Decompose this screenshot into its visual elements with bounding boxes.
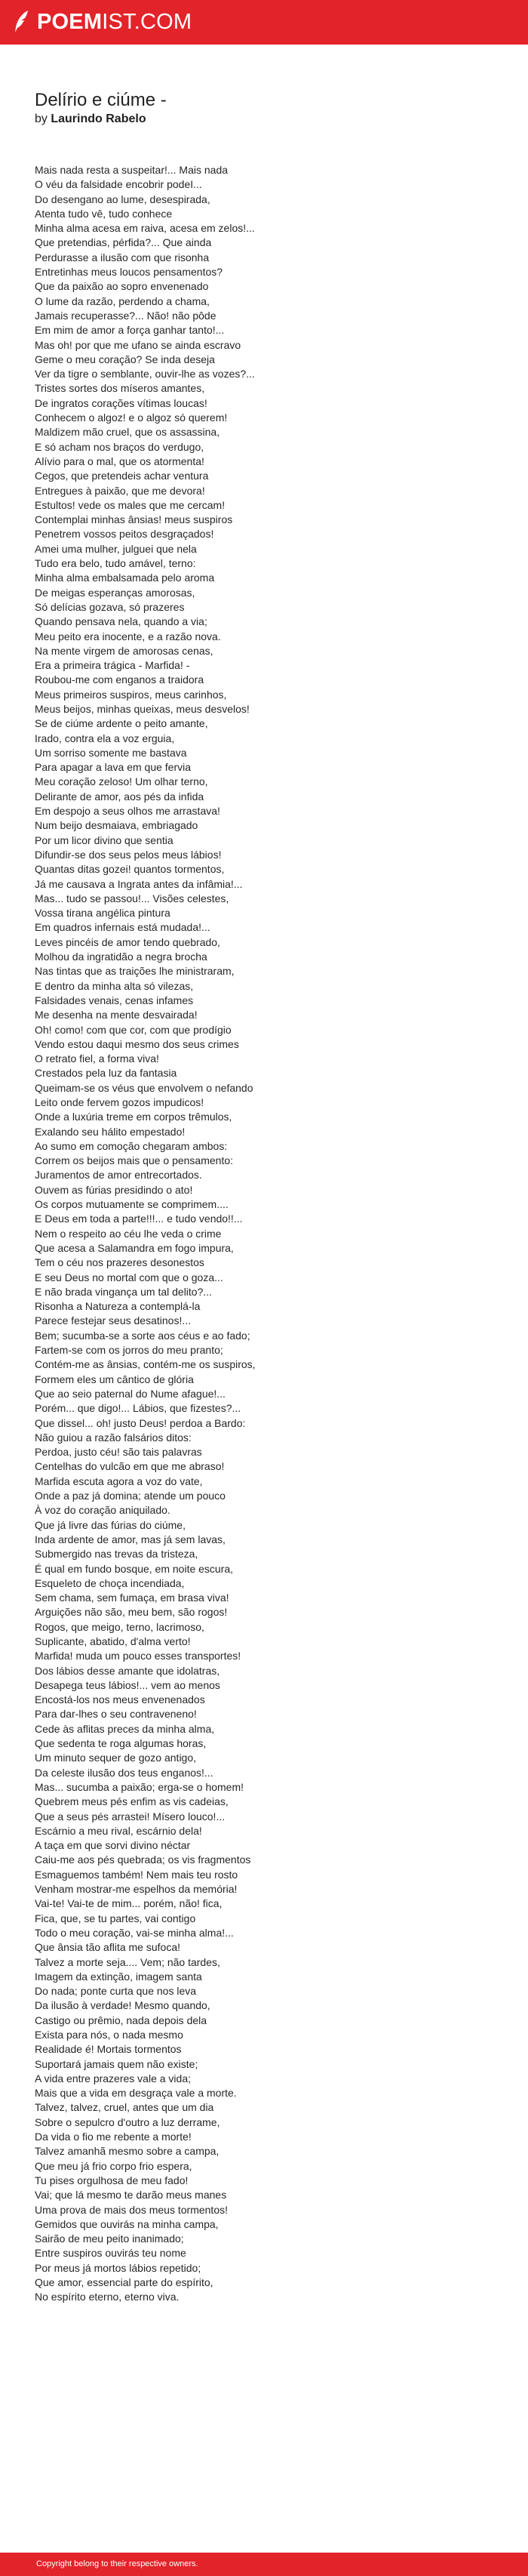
- poem-line: Do nada; ponte curta que nos leva: [35, 1985, 197, 1998]
- poem-line: Perdurasse a ilusão com que risonha: [35, 251, 210, 263]
- poem-line: Roubou-me com enganos a traidora: [35, 673, 204, 686]
- poem-line: Exista para nós, o nada mesmo: [35, 2029, 183, 2041]
- poem-line: Marfida escuta agora a voz do vate,: [35, 1474, 203, 1487]
- poem-line: Tu pises orgulhosa de meu fado!: [35, 2174, 189, 2186]
- poem-line: Mas oh! por que me ufano se ainda escravo: [35, 338, 241, 351]
- poem-line: À voz do coração aniquilado.: [35, 1504, 170, 1517]
- poem-line: Um minuto sequer de gozo antigo,: [35, 1752, 197, 1764]
- poem-line: Era a primeira trágica - Marfida! -: [35, 659, 190, 672]
- poem-line: Exalando seu hálito empestado!: [35, 1125, 186, 1138]
- poem-line: Bem; sucumba-se a sorte aos céus e ao fado;: [35, 1329, 250, 1342]
- poem-line: Por um licor divino que sentia: [35, 834, 173, 846]
- top-bar: [0, 0, 528, 45]
- poem-line: De meigas esperanças amorosas,: [35, 586, 195, 599]
- poem-line: Imagem da extinção, imagem santa: [35, 1970, 202, 1983]
- poem-line: Vossa tirana angélica pintura: [35, 907, 170, 920]
- poem-line: Difundir-se dos seus pelos meus lábios!: [35, 848, 222, 861]
- poem-line: Realidade é! Mortais tormentos: [35, 2043, 182, 2056]
- poem-line: Que ânsia tão aflita me sufoca!: [35, 1941, 180, 1954]
- poem-line: Que já livre das fúrias do ciúme,: [35, 1518, 186, 1531]
- poem-line: Talvez, talvez, cruel, antes que um dia: [35, 2101, 214, 2114]
- poem-line: Num beijo desmaiava, embriagado: [35, 819, 198, 832]
- poem-line: Alívio para o mal, que os atormenta!: [35, 454, 204, 467]
- poem-line: E seu Deus no mortal com que o goza...: [35, 1271, 223, 1283]
- poem-line: Minha alma embalsamada pelo aroma: [35, 572, 215, 584]
- poem-title: Delírio e ciúme -: [35, 90, 167, 110]
- poem-line: Formem eles um cântico de glória: [35, 1373, 194, 1385]
- poem-line: Venham mostrar-me espelhos da memória!: [35, 1883, 238, 1896]
- poem-line: Meus primeiros suspiros, meus carinhos,: [35, 688, 227, 701]
- poem-line: Que a seus pés arrastei! Mísero louco!...: [35, 1810, 226, 1823]
- poem-line: Geme o meu coração? Se inda deseja: [35, 353, 215, 365]
- poem-line: Minha alma acesa em raiva, acesa em zelos!...: [35, 222, 255, 235]
- poem-line: Maldizem mão cruel, que os assassina,: [35, 426, 220, 439]
- poem-line: Dos lábios desse amante que idolatras,: [35, 1664, 220, 1677]
- poem-line: Vai; que lá mesmo te darão meus manes: [35, 2189, 227, 2202]
- poem-line: Juramentos de amor entrecortados.: [35, 1169, 202, 1182]
- poem-line: Risonha a Natureza a contemplá-la: [35, 1300, 201, 1313]
- poem-line: Uma prova de mais dos meus tormentos!: [35, 2203, 228, 2216]
- poem-line: Só delícias gozava, só prazeres: [35, 600, 185, 613]
- poem-line: Os corpos mutuamente se comprimem....: [35, 1198, 229, 1211]
- poem-line: Escárnio a meu rival, escárnio dela!: [35, 1824, 202, 1837]
- poem-line: Submergido nas trevas da tristeza,: [35, 1548, 198, 1561]
- poem-line: Da ilusão à verdade! Mesmo quando,: [35, 1999, 210, 2012]
- poem-line: Caiu-me aos pés quebrada; os vis fragmentos: [35, 1853, 251, 1866]
- poem-line: Na mente virgem de amorosas cenas,: [35, 644, 213, 657]
- site-logo[interactable]: [11, 9, 192, 35]
- poem-line: Arguições não são, meu bem, são rogos!: [35, 1606, 228, 1619]
- poem-line: Amei uma mulher, julguei que nela: [35, 542, 197, 555]
- poem-line: Centelhas do vulcão em que me abraso!: [35, 1460, 225, 1473]
- poem-line: Suplicante, abatido, d'alma verto!: [35, 1635, 191, 1647]
- poem-line: De ingratos corações vítimas loucas!: [35, 396, 207, 409]
- poem-line: Todo o meu coração, vai-se minha alma!...: [35, 1926, 234, 1939]
- poem-author[interactable]: Laurindo Rabelo: [51, 112, 146, 125]
- poem-line: Se de ciúme ardente o peito amante,: [35, 717, 208, 730]
- quill-icon: [11, 9, 31, 35]
- poem-line: Em despojo a seus olhos me arrastava!: [35, 805, 220, 818]
- poem-line: O véu da falsidade encobrir podeI...: [35, 178, 202, 191]
- poem-line: Fica, que, se tu partes, vai contigo: [35, 1912, 196, 1924]
- poem-line: A taça em que sorvi divino néctar: [35, 1839, 191, 1852]
- poem-line: Mais que a vida em desgraça vale a morte.: [35, 2087, 237, 2100]
- site-name: [37, 9, 192, 35]
- poem-line: Tem o céu nos prazeres desonestos: [35, 1256, 204, 1269]
- poem-line: Meu coração zeloso! Um olhar terno,: [35, 775, 208, 788]
- poem-line: Sem chama, sem fumaça, em brasa viva!: [35, 1592, 229, 1604]
- poem-line: Que dissel... oh! justo Deus! perdoa a Bardo:: [35, 1416, 246, 1429]
- poem-line: Ver da tigre o semblante, ouvir-lhe as vozes?...: [35, 368, 255, 381]
- poem-line: Molhou da ingratidão a negra brocha: [35, 951, 207, 963]
- poem-line: Mas... sucumba a paixão; erga-se o homem!: [35, 1780, 244, 1793]
- poem-line: Penetrem vossos peitos desgraçados!: [35, 528, 214, 541]
- poem-line: É qual em fundo bosque, em noite escura,: [35, 1562, 234, 1575]
- poem-line: Esqueleto de choça incendiada,: [35, 1576, 185, 1589]
- poem-line: Onde a paz já domina; atende um pouco: [35, 1490, 226, 1502]
- poem-line: Que amor, essencial parte do espírito,: [35, 2276, 213, 2289]
- poem-line: Marfida! muda um pouco esses transportes!: [35, 1650, 241, 1662]
- site-name-light: IST.COM: [102, 10, 192, 34]
- poem-line: Estultos! vede os males que me cercam!: [35, 498, 226, 511]
- poem-line: Do desengano ao lume, desespirada,: [35, 193, 210, 205]
- poem-line: Onde a luxúria treme em corpos trêmulos,: [35, 1111, 232, 1123]
- poem-line: Já me causava a Ingrata antes da infâmia!...: [35, 877, 243, 890]
- poem-line: E não brada vingança um tal delito?...: [35, 1285, 213, 1298]
- poem-byline: [35, 112, 146, 127]
- poem-line: E dentro da minha alta só vilezas,: [35, 979, 194, 992]
- poem-line: Contemplai minhas ânsias! meus suspiros: [35, 513, 233, 526]
- poem-line: Da celeste ilusão dos teus enganos!...: [35, 1766, 213, 1779]
- poem-line: Nem o respeito ao céu lhe veda o crime: [35, 1227, 222, 1240]
- poem-line: Mas... tudo se passou!... Visões celestes,: [35, 892, 229, 904]
- poem-line: Porém... que digo!... Lábios, que fizestes?...: [35, 1402, 241, 1415]
- poem-line: Atenta tudo vê, tudo conhece: [35, 207, 173, 220]
- poem-line: Para dar-lhes o seu contraveneno!: [35, 1708, 197, 1721]
- poem-line: Desapega teus lábios!... vem ao menos: [35, 1678, 220, 1691]
- poem-line: Delirante de amor, aos pés da infida: [35, 790, 204, 803]
- poem-line: Encostá-los nos meus envenenados: [35, 1693, 205, 1706]
- poem-line: Entretinhas meus loucos pensamentos?: [35, 266, 223, 279]
- copyright-text: Copyright belong to their respective owners.: [36, 2559, 198, 2568]
- poem-line: Entregues à paixão, que me devora!: [35, 484, 205, 497]
- poem-line: Que acesa a Salamandra em fogo impura,: [35, 1241, 234, 1254]
- poem-line: Sobre o sepulcro d'outro a luz derrame,: [35, 2115, 220, 2128]
- poem-line: Tristes sortes dos míseros amantes,: [35, 382, 205, 395]
- poem-line: Conhecem o algoz! e o algoz só querem!: [35, 411, 228, 424]
- poem-line: Tudo era belo, tudo amável, terno:: [35, 557, 196, 570]
- poem-line: Leves pincéis de amor tendo quebrado,: [35, 935, 220, 948]
- poem-line: Esmaguemos também! Nem mais teu rosto: [35, 1868, 238, 1881]
- footer: [0, 2553, 528, 2576]
- poem-body: [35, 163, 502, 2305]
- poem-line: Inda ardente de amor, mas já sem lavas,: [35, 1533, 226, 1545]
- poem-line: Que ao seio paternal do Nume afague!...: [35, 1387, 226, 1400]
- poem-line: Vendo estou daqui mesmo dos seus crimes: [35, 1037, 239, 1050]
- poem-line: Queimam-se os véus que envolvem o nefando: [35, 1081, 253, 1094]
- poem-line: Meu peito era inocente, e a razão nova.: [35, 630, 221, 642]
- poem-line: Contém-me as ânsias, contém-me os suspiros,: [35, 1358, 256, 1371]
- poem-line: Quebrem meus pés enfim as vis cadeias,: [35, 1795, 229, 1808]
- poem-line: Falsidades venais, cenas infames: [35, 994, 194, 1006]
- poem-line: A vida entre prazeres vale a vida;: [35, 2072, 192, 2085]
- poem-line: Que meu já frio corpo frio espera,: [35, 2159, 192, 2172]
- poem-line: Um sorriso somente me bastava: [35, 746, 187, 759]
- poem-line: Cegos, que pretendeis achar ventura: [35, 470, 209, 482]
- poem-line: Não guiou a razão falsários ditos:: [35, 1431, 192, 1444]
- poem-line: Rogos, que meigo, terno, lacrimoso,: [35, 1620, 204, 1633]
- poem-line: Ao sumo em comoção chegaram ambos:: [35, 1139, 228, 1152]
- poem-line: Meus beijos, minhas queixas, meus desvelos!: [35, 702, 250, 715]
- poem-line: Jamais recuperasse?... Não! não pôde: [35, 309, 216, 322]
- poem-line: Ouvem as fúrias presidindo o ato!: [35, 1183, 193, 1196]
- poem-line: Perdoa, justo céu! são tais palavras: [35, 1446, 202, 1459]
- poem-line: Entre suspiros ouvirás teu nome: [35, 2247, 186, 2260]
- poem-line: Mais nada resta a suspeitar!... Mais nada: [35, 164, 229, 176]
- poem-line: Por meus já mortos lábios repetido;: [35, 2261, 201, 2274]
- poem-line: E só acham nos braços do verdugo,: [35, 440, 204, 453]
- poem-line: Talvez a morte seja.... Vem; não tardes,: [35, 1955, 220, 1968]
- poem-line: Em mim de amor a força ganhar tanto!...: [35, 324, 225, 337]
- poem-line: Em quadros infernais está mudada!...: [35, 921, 210, 934]
- poem-line: Leito onde fervem gozos impudicos!: [35, 1096, 204, 1108]
- poem-line: Nas tintas que as traições lhe ministraram,: [35, 965, 235, 978]
- poem-line: Me desenha na mente desvairada!: [35, 1009, 198, 1021]
- poem-line: Oh! como! com que cor, com que prodígio: [35, 1023, 232, 1036]
- poem-line: Correm os beijos mais que o pensamento:: [35, 1154, 234, 1167]
- site-name-bold: POEM: [37, 10, 103, 34]
- poem-line: Suportará jamais quem não existe;: [35, 2057, 198, 2070]
- poem-line: Que da paixão ao sopro envenenado: [35, 280, 209, 293]
- poem-line: No espírito eterno, eterno viva.: [35, 2291, 180, 2303]
- poem-line: Irado, contra ela a voz erguia,: [35, 732, 175, 744]
- poem-line: Vai-te! Vai-te de mim... porém, não! fica,: [35, 1897, 223, 1910]
- poem-line: Crestados pela luz da fantasia: [35, 1067, 177, 1080]
- poem-line: Que sedenta te roga algumas horas,: [35, 1737, 207, 1750]
- poem-line: Fartem-se com os jorros do meu pranto;: [35, 1344, 223, 1357]
- poem-line: Cede às aflitas preces da minha alma,: [35, 1722, 215, 1735]
- poem-line: Talvez amanhã mesmo sobre a campa,: [35, 2145, 219, 2158]
- poem-line: Da vida o fio me rebente a morte!: [35, 2131, 192, 2143]
- poem-line: Quando pensava nela, quando a via;: [35, 615, 207, 628]
- poem-line: Sairão de meu peito inanimado;: [35, 2232, 184, 2245]
- poem-line: Que pretendias, pérfida?... Que ainda: [35, 236, 212, 249]
- poem-line: Parece festejar seus desatinos!...: [35, 1314, 191, 1327]
- poem-line: Quantas ditas gozei! quantos tormentos,: [35, 863, 225, 876]
- poem-line: O lume da razão, perdendo a chama,: [35, 294, 210, 307]
- poem-line: Gemidos que ouvirás na minha campa,: [35, 2217, 219, 2230]
- poem-line: E Deus em toda a parte!!!... e tudo vendo!!...: [35, 1213, 243, 1225]
- poem-line: Para apagar a lava em que fervia: [35, 761, 192, 774]
- byline-prefix: by: [35, 112, 48, 125]
- poem-line: O retrato fiel, a forma viva!: [35, 1052, 159, 1065]
- poem-line: Castigo ou prêmio, nada depois dela: [35, 2014, 207, 2026]
